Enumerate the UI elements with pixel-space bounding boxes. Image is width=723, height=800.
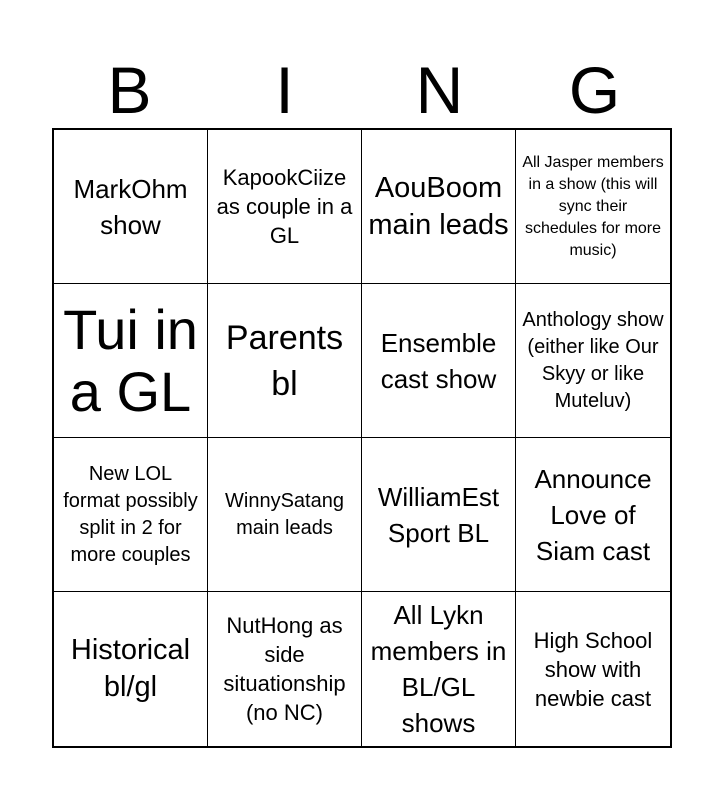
bingo-cell[interactable] bbox=[208, 130, 362, 284]
bingo-cell-text: Historical bl/gl bbox=[70, 634, 191, 703]
bingo-cell[interactable] bbox=[54, 592, 208, 746]
bingo-cell-text: Anthology show (either like Our Skyy or like Muteluv) bbox=[522, 308, 664, 412]
bingo-header bbox=[52, 52, 672, 128]
bingo-cell-text: Ensemble cast show bbox=[380, 327, 497, 394]
header-letter-n: N bbox=[415, 53, 464, 127]
bingo-cell-text: Parents bl bbox=[225, 318, 344, 403]
bingo-cell[interactable] bbox=[362, 592, 516, 746]
bingo-cell[interactable] bbox=[362, 130, 516, 284]
bingo-cell[interactable] bbox=[516, 130, 670, 284]
header-letter-i: I bbox=[275, 53, 294, 127]
bingo-card-grid bbox=[52, 128, 672, 748]
bingo-cell[interactable] bbox=[362, 284, 516, 438]
bingo-cell-text: All Jasper members in a show (this will sync their schedules for more music) bbox=[522, 153, 664, 259]
header-letter-b: B bbox=[107, 53, 152, 127]
bingo-cell[interactable] bbox=[208, 284, 362, 438]
bingo-cell-text: KapookCiize as couple in a GL bbox=[216, 165, 353, 248]
bingo-cell[interactable] bbox=[54, 130, 208, 284]
header-letter-g: G bbox=[568, 53, 621, 127]
bingo-cell-text: NutHong as side situationship (no NC) bbox=[223, 613, 346, 725]
bingo-cell-text: High School show with newbie cast bbox=[533, 627, 653, 711]
bingo-cell[interactable] bbox=[54, 438, 208, 592]
bingo-cell-text: Tui in a GL bbox=[63, 297, 198, 423]
bingo-cell[interactable] bbox=[516, 284, 670, 438]
bingo-cell[interactable] bbox=[516, 438, 670, 592]
bingo-cell[interactable] bbox=[208, 592, 362, 746]
bingo-cell[interactable] bbox=[362, 438, 516, 592]
bingo-cell[interactable] bbox=[208, 438, 362, 592]
bingo-cell-text: MarkOhm show bbox=[73, 173, 188, 240]
bingo-cell-text: All Lykn members in BL/GL shows bbox=[370, 600, 507, 738]
bingo-cell-text: AouBoom main leads bbox=[368, 171, 509, 241]
bingo-cell-text: WinnySatang main leads bbox=[225, 489, 344, 539]
bingo-cell-text: WilliamEst Sport BL bbox=[377, 481, 500, 548]
bingo-cell-text: Announce Love of Siam cast bbox=[534, 463, 652, 566]
bingo-cell[interactable] bbox=[54, 284, 208, 438]
bingo-cell-text: New LOL format possibly split in 2 for more couples bbox=[63, 462, 198, 566]
bingo-cell[interactable] bbox=[516, 592, 670, 746]
